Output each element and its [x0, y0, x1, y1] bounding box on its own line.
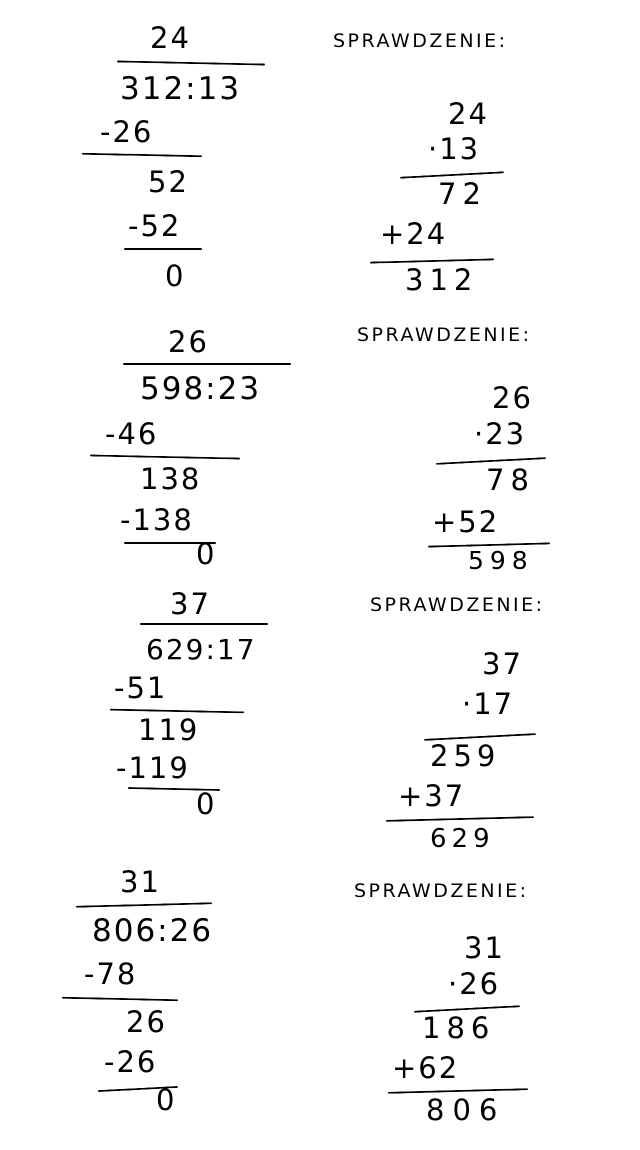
quotient-line: [76, 902, 212, 908]
factor-b: ·13: [428, 132, 481, 166]
quotient: 26: [168, 325, 209, 359]
partial-2: +52: [432, 505, 500, 539]
subtrahend-1: -46: [105, 417, 159, 451]
partial-1: 186: [422, 1011, 496, 1045]
factor-a: 37: [482, 647, 523, 681]
subtrahend-2: -119: [116, 751, 190, 785]
quotient-line: [123, 363, 291, 365]
subtrahend-1: -51: [114, 671, 168, 705]
final-remainder: 0: [156, 1083, 177, 1117]
quotient: 37: [170, 587, 211, 621]
check-header: SPRAWDZENIE:: [354, 880, 529, 902]
remainder-1: 138: [140, 462, 202, 496]
dividend-divisor: 629:17: [146, 633, 257, 666]
factor-b: ·26: [448, 967, 501, 1001]
factor-a: 26: [492, 381, 533, 415]
partial-1: 72: [438, 177, 487, 211]
check-header: SPRAWDZENIE:: [333, 30, 508, 52]
quotient: 31: [120, 865, 161, 899]
final-remainder: 0: [196, 537, 217, 571]
product: 598: [468, 546, 534, 575]
subtrahend-2: -52: [128, 209, 182, 243]
quotient: 24: [150, 21, 191, 55]
factor-a: 24: [448, 97, 489, 131]
dividend-divisor: 806:26: [92, 913, 214, 949]
sum-line: [386, 816, 534, 822]
partial-2: +37: [398, 779, 466, 813]
check-header: SPRAWDZENIE:: [357, 324, 532, 346]
product: 629: [430, 824, 495, 854]
final-remainder: 0: [165, 259, 186, 293]
partial-2: +62: [392, 1051, 460, 1085]
subtraction-line-1: [90, 454, 240, 459]
subtrahend-2: -26: [104, 1045, 158, 1079]
factor-b: ·17: [462, 687, 515, 721]
remainder-1: 26: [126, 1005, 167, 1039]
subtraction-line-1: [62, 997, 178, 1001]
subtraction-line-1: [82, 153, 202, 158]
subtraction-line-2: [124, 248, 202, 250]
remainder-1: 119: [138, 713, 200, 747]
quotient-line: [117, 60, 265, 65]
partial-2: +24: [380, 217, 448, 251]
subtrahend-1: -26: [100, 115, 154, 149]
final-remainder: 0: [196, 787, 217, 821]
dividend-divisor: 312:13: [120, 71, 242, 107]
partial-1: 78: [486, 463, 535, 497]
dividend-divisor: 598:23: [140, 371, 262, 407]
factor-a: 31: [464, 931, 505, 965]
subtrahend-1: -78: [84, 957, 138, 991]
product: 312: [405, 263, 479, 297]
partial-1: 259: [430, 739, 501, 773]
check-header: SPRAWDZENIE:: [370, 594, 545, 616]
quotient-line: [140, 623, 268, 625]
factor-b: ·23: [474, 417, 527, 451]
remainder-1: 52: [148, 165, 189, 199]
subtrahend-2: -138: [120, 503, 194, 537]
product: 806: [426, 1093, 506, 1127]
